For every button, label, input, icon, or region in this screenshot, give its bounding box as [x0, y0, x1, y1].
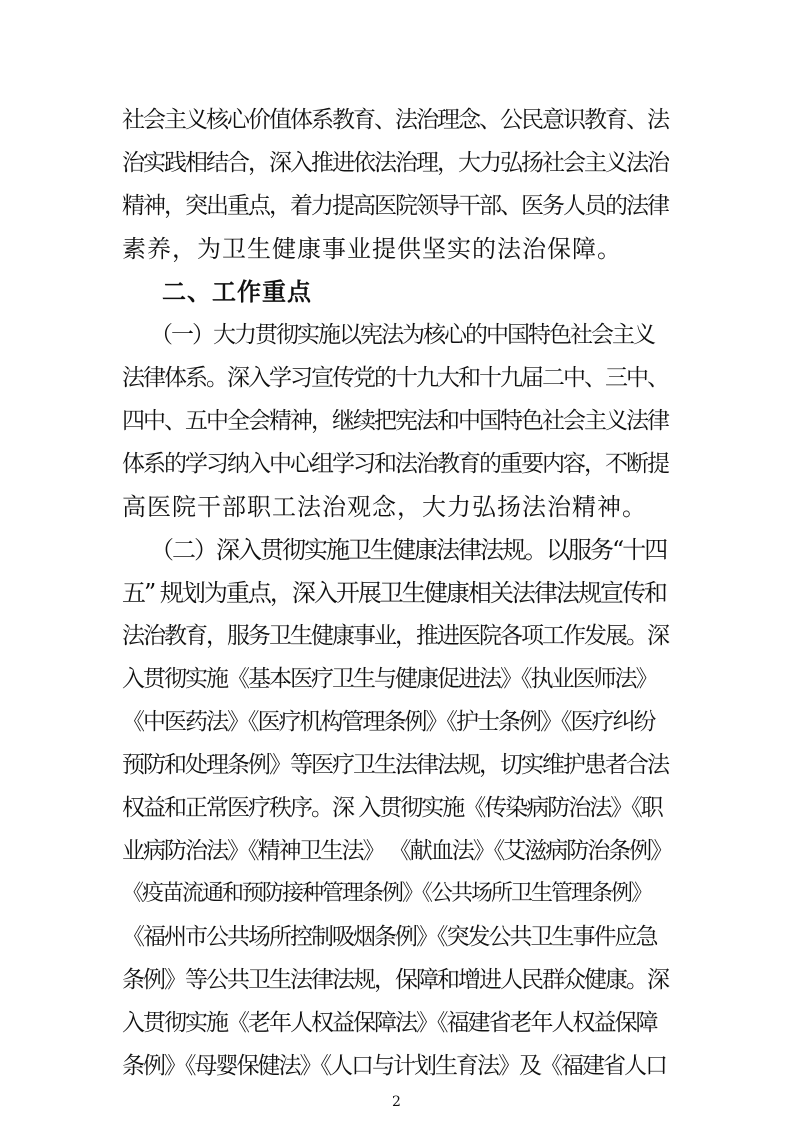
- paragraph-line: 社会主义核心价值体系教育、法治理念、公民意识教育、法: [122, 107, 668, 133]
- paragraph-line: 五” 规划为重点，深入开展卫生健康相关法律法规宣传和: [122, 579, 666, 607]
- paragraph-line: （二）深入贯彻实施卫生健康法律法规。以服务“十四: [150, 536, 667, 564]
- section-heading: 二、工作重点: [162, 278, 312, 306]
- paragraph-line: 条例》《母婴保健法》《人口与计划生育法》及《福建省人口: [122, 1053, 666, 1079]
- paragraph-line: 体系的学习纳入中心组学习和法治教育的重要内容，不断提: [122, 451, 668, 477]
- paragraph-line: 法律体系。深入学习宣传党的十九大和十九届二中、三中、: [122, 365, 668, 391]
- paragraph-line: 治实践相结合，深入推进依法治理，大力弘扬社会主义法治: [122, 150, 668, 176]
- paragraph-line: 《中医药法》《医疗机构管理条例》《护士条例》《医疗纠纷: [122, 709, 655, 735]
- paragraph-line: 入贯彻实施《基本医疗卫生与健康促进法》《执业医师法》: [122, 666, 657, 692]
- paragraph-line: 素养，为卫生健康事业提供坚实的法治保障。: [122, 235, 622, 263]
- paragraph-line: 高医院干部职工法治观念，大力弘扬法治精神。: [122, 493, 647, 521]
- paragraph-line: 《疫苗流通和预防接种管理条例》《公共场所卫生管理条例》: [122, 881, 652, 906]
- paragraph-line: （一）大力贯彻实施以宪法为核心的中国特色社会主义: [150, 322, 654, 348]
- paragraph-line: 预防和处理条例》等医疗卫生法律法规，切实维护患者合法: [122, 752, 668, 778]
- paragraph-line: 业病防治法》《精神卫生法》 《献血法》《艾滋病防治条例》: [122, 838, 672, 864]
- paragraph-line: 精神，突出重点，着力提高医院领导干部、医务人员的法律: [122, 193, 668, 219]
- paragraph-line: 四中、五中全会精神，继续把宪法和中国特色社会主义法律: [122, 408, 668, 434]
- paragraph-line: 《福州市公共场所控制吸烟条例》《突发公共卫生事件应急: [122, 924, 657, 950]
- paragraph-line: 权益和正常医疗秩序。深 入贯彻实施《传染病防治法》《职: [122, 795, 662, 821]
- paragraph-line: 入贯彻实施《老年人权益保障法》《福建省老年人权益保障: [122, 1010, 657, 1036]
- paragraph-line: 条例》等公共卫生法律法规，保障和增进人民群众健康。深: [122, 967, 668, 993]
- page-number: 2: [392, 1094, 401, 1110]
- paragraph-line: 法治教育，服务卫生健康事业，推进医院各项工作发展。深: [122, 623, 668, 649]
